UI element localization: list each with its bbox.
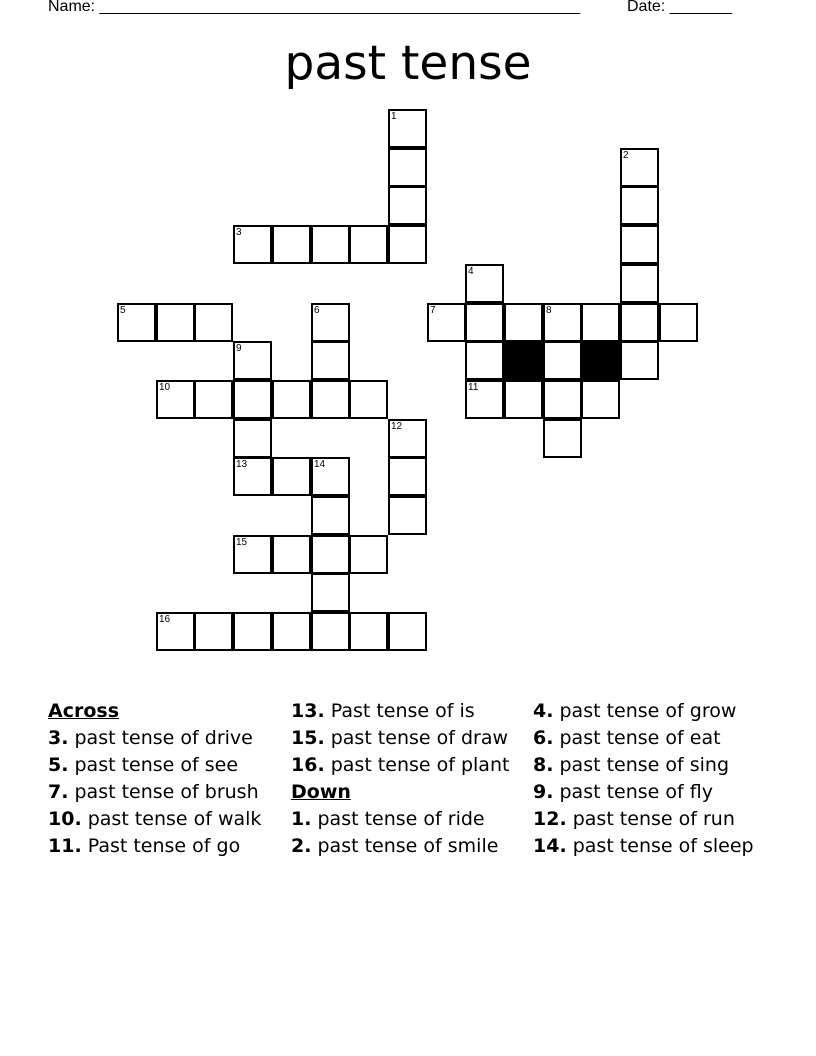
crossword-cell[interactable] [311, 612, 350, 651]
crossword-cell[interactable] [272, 535, 311, 574]
date-field: Date: _______ [627, 0, 732, 15]
clue-text: Past tense of is [330, 700, 475, 722]
crossword-cell[interactable] [388, 612, 427, 651]
clue-item [48, 808, 283, 831]
clue-num: 8. [533, 754, 554, 776]
clue-item [48, 727, 283, 750]
clue-item [48, 835, 283, 858]
crossword-cell[interactable] [194, 612, 233, 651]
crossword-cell[interactable] [272, 457, 311, 496]
clue-number: 8 [546, 305, 552, 316]
clue-text: past tense of fly [559, 781, 713, 803]
crossword-cell[interactable] [543, 419, 582, 458]
crossword-cell[interactable] [659, 303, 698, 342]
clue-text: past tense of run [572, 808, 735, 830]
clue-text: past tense of walk [87, 808, 262, 830]
clue-item [291, 835, 526, 858]
clue-num: 10. [48, 808, 82, 830]
clue-item [533, 754, 768, 777]
across-heading: Across [48, 700, 120, 722]
clue-number: 7 [430, 305, 436, 316]
clue-column-3 [533, 700, 768, 862]
clue-number: 6 [314, 305, 320, 316]
crossword-cell[interactable] [349, 612, 388, 651]
crossword-cell[interactable] [543, 341, 582, 380]
page-title: past tense [284, 36, 532, 91]
clue-number: 10 [159, 382, 171, 393]
clue-text: past tense of grow [559, 700, 737, 722]
down-heading: Down [291, 781, 351, 803]
crossword-cell[interactable] [620, 264, 659, 303]
crossword-cell[interactable] [272, 612, 311, 651]
clue-num: 12. [533, 808, 567, 830]
clue-item [48, 754, 283, 777]
crossword-cell[interactable] [311, 380, 350, 419]
crossword-cell[interactable] [543, 303, 582, 342]
clue-num: 15. [291, 727, 325, 749]
crossword-cell[interactable] [543, 380, 582, 419]
crossword-cell[interactable] [388, 109, 427, 148]
clue-column-1 [48, 700, 283, 862]
crossword-cell[interactable] [388, 457, 427, 496]
crossword-cell[interactable] [233, 380, 272, 419]
crossword-cell[interactable] [233, 225, 272, 264]
clue-num: 7. [48, 781, 69, 803]
crossword-cell[interactable] [349, 225, 388, 264]
crossword-cell[interactable] [504, 380, 543, 419]
clue-text: past tense of see [74, 754, 239, 776]
crossword-cell[interactable] [156, 380, 195, 419]
clue-item [291, 727, 526, 750]
crossword-cell[interactable] [620, 225, 659, 264]
crossword-cell[interactable] [156, 612, 195, 651]
crossword-cell[interactable] [233, 612, 272, 651]
clue-item [533, 781, 768, 804]
crossword-cell[interactable] [233, 341, 272, 380]
clue-text: past tense of ride [317, 808, 485, 830]
clue-num: 5. [48, 754, 69, 776]
crossword-block [504, 341, 543, 380]
crossword-cell[interactable] [620, 303, 659, 342]
crossword-block [581, 341, 620, 380]
clue-num: 4. [533, 700, 554, 722]
crossword-cell[interactable] [194, 303, 233, 342]
clue-number: 5 [120, 305, 126, 316]
clue-number: 12 [391, 421, 403, 432]
clue-text: past tense of drive [74, 727, 253, 749]
clue-number: 15 [236, 537, 248, 548]
crossword-cell[interactable] [427, 303, 466, 342]
clue-num: 16. [291, 754, 325, 776]
clue-item [533, 835, 768, 858]
crossword-cell[interactable] [388, 419, 427, 458]
clue-number: 2 [623, 150, 629, 161]
crossword-cell[interactable] [233, 419, 272, 458]
clue-number: 14 [314, 459, 326, 470]
crossword-cell[interactable] [465, 341, 504, 380]
clue-item [291, 808, 526, 831]
crossword-cell[interactable] [311, 457, 350, 496]
crossword-cell[interactable] [311, 303, 350, 342]
crossword-cell[interactable] [465, 264, 504, 303]
clue-item [291, 754, 526, 777]
clue-item [291, 700, 526, 723]
clue-item [533, 808, 768, 831]
crossword-cell[interactable] [233, 535, 272, 574]
crossword-cell[interactable] [388, 148, 427, 187]
crossword-cell[interactable] [117, 303, 156, 342]
crossword-cell[interactable] [388, 186, 427, 225]
clue-item [48, 781, 283, 804]
crossword-cell[interactable] [349, 535, 388, 574]
crossword-cell[interactable] [311, 535, 350, 574]
clue-item [533, 727, 768, 750]
clue-number: 11 [468, 382, 479, 393]
clue-text: past tense of eat [559, 727, 721, 749]
crossword-cell[interactable] [311, 341, 350, 380]
crossword-cell[interactable] [581, 380, 620, 419]
clue-number: 16 [159, 614, 171, 625]
crossword-cell[interactable] [465, 303, 504, 342]
crossword-cell[interactable] [620, 148, 659, 187]
clue-text: past tense of smile [317, 835, 499, 857]
clue-text: past tense of plant [330, 754, 510, 776]
crossword-cell[interactable] [620, 186, 659, 225]
crossword-cell[interactable] [311, 496, 350, 535]
clue-number: 9 [236, 343, 242, 354]
crossword-cell[interactable] [194, 380, 233, 419]
crossword-cell[interactable] [311, 573, 350, 612]
clue-text: past tense of sing [559, 754, 730, 776]
crossword-cell[interactable] [233, 457, 272, 496]
clue-number: 13 [236, 459, 248, 470]
clue-num: 13. [291, 700, 325, 722]
crossword-cell[interactable] [504, 303, 543, 342]
clue-number: 1 [391, 111, 397, 122]
clue-text: Past tense of go [87, 835, 241, 857]
crossword-cell[interactable] [620, 341, 659, 380]
crossword-cell[interactable] [388, 225, 427, 264]
crossword-cell[interactable] [388, 496, 427, 535]
crossword-cell[interactable] [581, 303, 620, 342]
crossword-cell[interactable] [311, 225, 350, 264]
clue-item [533, 700, 768, 723]
clue-num: 9. [533, 781, 554, 803]
clue-num: 2. [291, 835, 312, 857]
crossword-cell[interactable] [349, 380, 388, 419]
clue-column-2 [291, 700, 526, 862]
clue-number: 3 [236, 227, 242, 238]
crossword-cell[interactable] [156, 303, 195, 342]
clue-num: 3. [48, 727, 69, 749]
crossword-cell[interactable] [272, 225, 311, 264]
clue-text: past tense of sleep [572, 835, 754, 857]
clue-num: 6. [533, 727, 554, 749]
crossword-cell[interactable] [465, 380, 504, 419]
clue-text: past tense of brush [74, 781, 259, 803]
clue-text: past tense of draw [330, 727, 509, 749]
crossword-cell[interactable] [272, 380, 311, 419]
clue-num: 11. [48, 835, 82, 857]
clue-num: 1. [291, 808, 312, 830]
clue-number: 4 [468, 266, 474, 277]
name-field: Name: ______________________________________________________ [48, 0, 581, 15]
clue-num: 14. [533, 835, 567, 857]
